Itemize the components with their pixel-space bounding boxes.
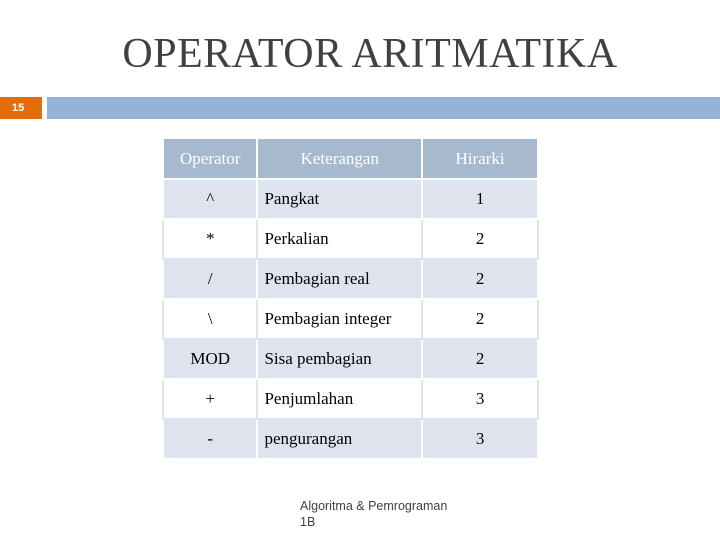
- cell-hirarki: 2: [422, 299, 538, 339]
- table-row: [163, 379, 538, 419]
- operator-table: [162, 137, 539, 460]
- cell-hirarki: 2: [422, 219, 538, 259]
- cell-hirarki: 2: [422, 339, 538, 379]
- cell-keterangan: Pangkat: [257, 179, 422, 219]
- cell-operator: /: [163, 259, 257, 299]
- cell-operator: +: [163, 379, 257, 419]
- cell-keterangan: Perkalian: [257, 219, 422, 259]
- table-row: [163, 419, 538, 459]
- cell-hirarki: 2: [422, 259, 538, 299]
- cell-keterangan: Sisa pembagian: [257, 339, 422, 379]
- footer-class: 1B: [300, 515, 316, 529]
- cell-operator: *: [163, 219, 257, 259]
- table-row: [163, 179, 538, 219]
- slide-title: OPERATOR ARITMATIKA: [122, 31, 618, 77]
- slide-footer: [300, 498, 447, 530]
- cell-hirarki: 1: [422, 179, 538, 219]
- footer-course: Algoritma & Pemrograman: [300, 499, 448, 513]
- cell-operator: ^: [163, 179, 257, 219]
- cell-keterangan: Pembagian real: [257, 259, 422, 299]
- table-row: [163, 219, 538, 259]
- cell-keterangan: Pembagian integer: [257, 299, 422, 339]
- header-hirarki: Hirarki: [422, 138, 538, 179]
- cell-operator: \: [163, 299, 257, 339]
- table-header-row: [163, 138, 538, 179]
- cell-hirarki: 3: [422, 379, 538, 419]
- header-operator: Operator: [163, 138, 257, 179]
- header-keterangan: Keterangan: [257, 138, 422, 179]
- table-row: [163, 299, 538, 339]
- cell-hirarki: 3: [422, 419, 538, 459]
- cell-operator: MOD: [163, 339, 257, 379]
- title-underline-bar: [47, 97, 720, 119]
- slide-number: 15: [0, 97, 42, 119]
- cell-keterangan: Penjumlahan: [257, 379, 422, 419]
- table-row: [163, 339, 538, 379]
- cell-keterangan: pengurangan: [257, 419, 422, 459]
- table-row: [163, 259, 538, 299]
- cell-operator: -: [163, 419, 257, 459]
